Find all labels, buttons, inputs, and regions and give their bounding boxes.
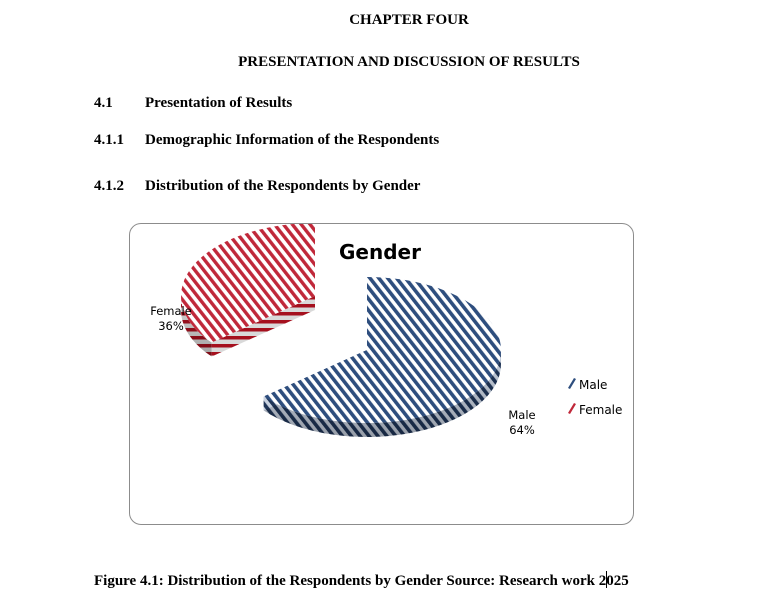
section-heading-4-1 (94, 95, 292, 112)
section-number: 4.1.2 (94, 178, 124, 194)
pie-chart-svg (130, 224, 635, 526)
legend-swatch-female (568, 403, 576, 414)
pie-slice-female[interactable] (181, 224, 315, 357)
part-title: PRESENTATION AND DISCUSSION OF RESULTS (238, 54, 580, 70)
data-label-female-name: Female (150, 304, 192, 318)
section-heading-4-1-2 (94, 178, 420, 195)
data-label-male-value: 64% (509, 423, 535, 437)
caption-text-end: 025 (606, 573, 629, 589)
chapter-title: CHAPTER FOUR (349, 12, 469, 28)
section-number: 4.1.1 (94, 132, 124, 148)
pie-top-female (181, 224, 315, 343)
legend-swatch-male (568, 378, 576, 389)
section-title: Demographic Information of the Respondents (145, 132, 440, 148)
gender-pie-chart[interactable] (129, 223, 634, 525)
caption-text-start: Figure 4.1: Distribution of the Respondents by Gender Source: Research work 2 (94, 573, 607, 589)
section-number: 4.1 (94, 95, 113, 111)
legend-label-male: Male (579, 378, 608, 392)
data-label-male-name: Male (508, 408, 536, 422)
figure-caption (94, 571, 629, 590)
chart-title: Gender (339, 240, 421, 264)
section-title: Presentation of Results (145, 95, 293, 111)
section-heading-4-1-1 (94, 132, 439, 149)
section-title: Distribution of the Respondents by Gender (145, 178, 421, 194)
legend-item-female[interactable] (568, 403, 622, 417)
legend-item-male[interactable] (568, 378, 607, 392)
data-label-female-value: 36% (158, 319, 184, 333)
legend-label-female: Female (579, 403, 623, 417)
legend (568, 378, 622, 417)
